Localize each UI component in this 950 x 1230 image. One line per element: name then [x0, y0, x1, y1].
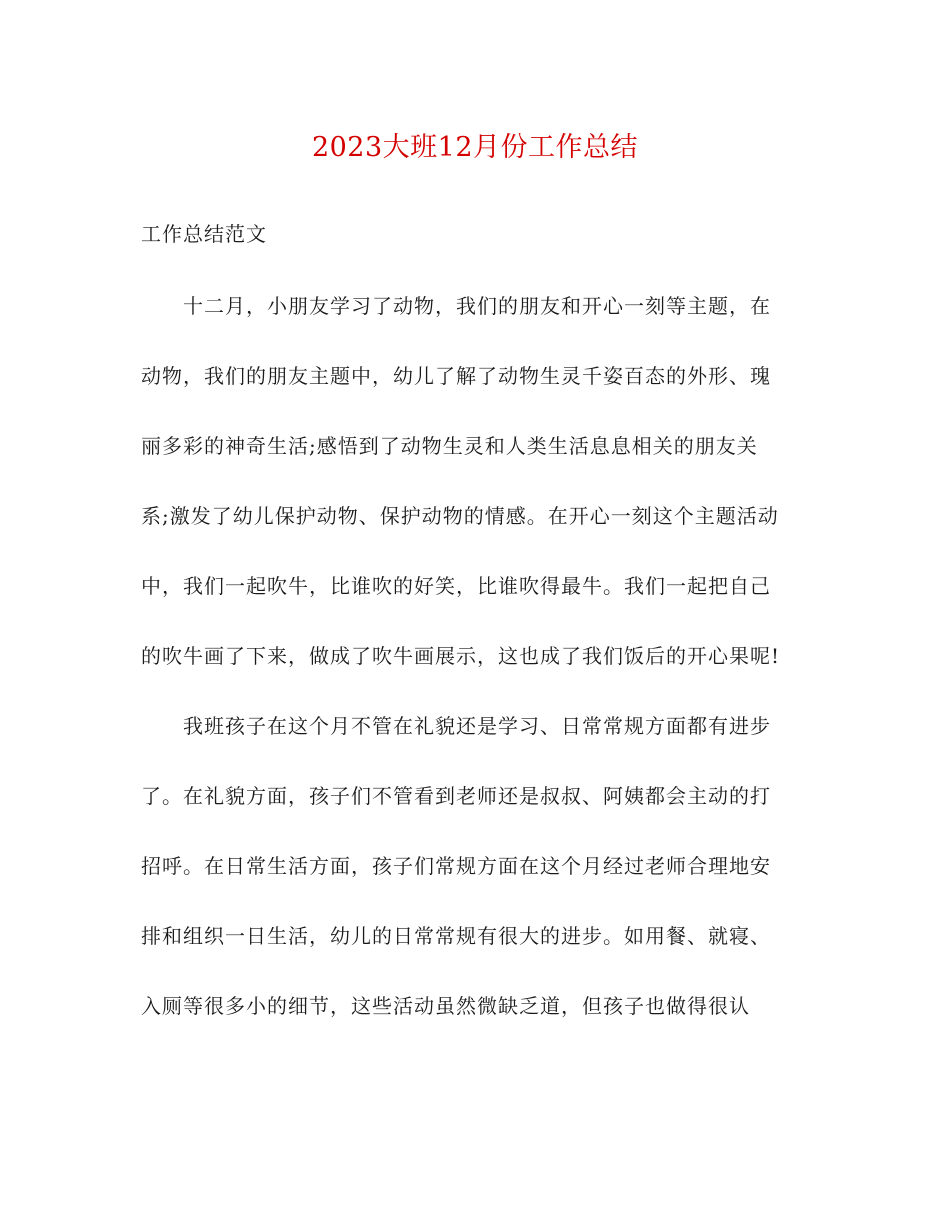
paragraph-line: 排和组织一日生活，幼儿的日常常规有很大的进步。如用餐、就寝、: [141, 924, 771, 948]
document-title: 2023大班12月份工作总结: [311, 132, 639, 163]
paragraph-line: 系;激发了幼儿保护动物、保护动物的情感。在开心一刻这个主题活动: [141, 504, 779, 528]
document-subtitle: 工作总结范文: [141, 222, 267, 246]
paragraph-line: 中，我们一起吹牛，比谁吹的好笑，比谁吹得最牛。我们一起把自己: [141, 574, 771, 598]
paragraph-line: 入厕等很多小的细节，这些活动虽然微缺乏道，但孩子也做得很认: [141, 994, 750, 1018]
paragraph-line: 动物，我们的朋友主题中，幼儿了解了动物生灵千姿百态的外形、瑰: [141, 364, 771, 388]
paragraph-line: 的吹牛画了下来，做成了吹牛画展示，这也成了我们饭后的开心果呢!: [141, 644, 781, 668]
paragraph-line: 丽多彩的神奇生活;感悟到了动物生灵和人类生活息息相关的朋友关: [141, 434, 758, 458]
paragraph-line: 了。在礼貌方面，孩子们不管看到老师还是叔叔、阿姨都会主动的打: [141, 784, 771, 808]
paragraph-line: 招呼。在日常生活方面，孩子们常规方面在这个月经过老师合理地安: [141, 854, 771, 878]
paragraph-line: 十二月，小朋友学习了动物，我们的朋友和开心一刻等主题，在: [183, 294, 771, 318]
paragraph-line: 我班孩子在这个月不管在礼貌还是学习、日常常规方面都有进步: [183, 714, 771, 738]
